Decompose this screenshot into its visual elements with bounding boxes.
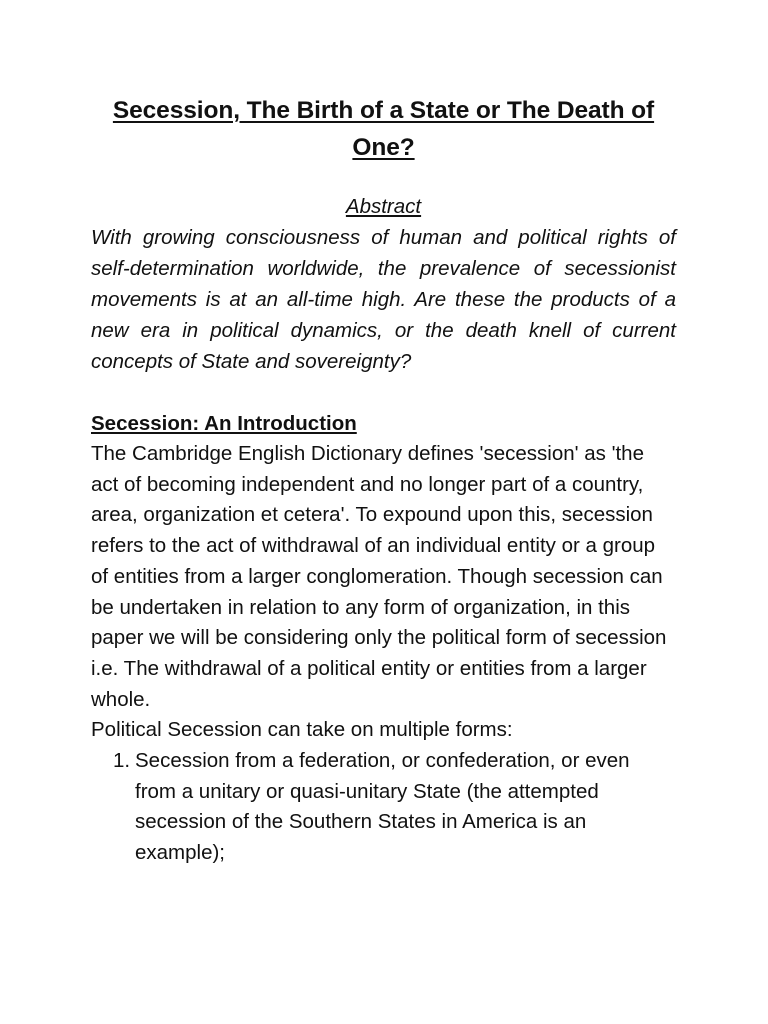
list-item-text: Secession from a federation, or confederation, or even from a unitary or quasi-unitary State (the attempted secession of the Southern States in America is an example);: [135, 749, 630, 865]
abstract-body: With growing consciousness of human and political rights of self-determination worldwide, the prevalence of secessionist movements is at an all-time high. Are these the products of a new era in political dynamics, or the death knell of current concepts of State and sovereignty?: [91, 226, 676, 373]
secession-forms-list: [91, 746, 676, 869]
document-content: [91, 92, 676, 869]
section-body: The Cambridge English Dictionary defines 'secession' as 'the act of becoming independent and no longer part of a country, area, organization et cetera'. To expound upon this, secession refers to the act of withdrawal of an individual entity or a group of entities from a larger conglomeration. Though secession can be undertaken in relation to any form of organization, in this paper we will be considering only the political form of secession i.e. The withdrawal of a political entity or entities from a larger whole.: [91, 442, 667, 711]
document-title: Secession, The Birth of a State or The Death of One?: [112, 97, 655, 161]
list-item: [91, 746, 676, 869]
forms-intro: Political Secession can take on multiple forms:: [91, 718, 513, 742]
section-heading: Secession: An Introduction: [91, 412, 357, 435]
abstract-heading: Abstract: [345, 195, 422, 218]
list-marker: 1.: [113, 749, 131, 773]
